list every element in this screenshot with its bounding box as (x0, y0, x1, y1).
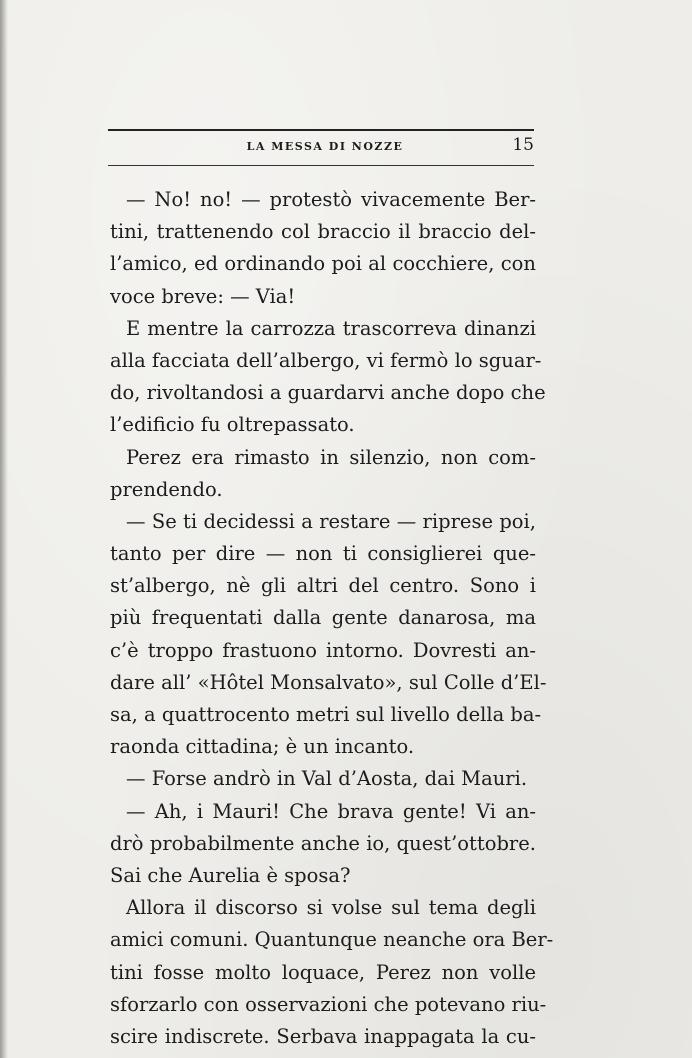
page-number: 15 (512, 135, 534, 155)
page-binding-edge (0, 0, 8, 1058)
text-line: — Forse andrò in Val d’Aosta, dai Mauri. (126, 767, 528, 791)
text-line: amici comuni. Quantunque neanche ora Ber- (110, 928, 554, 952)
text-line: drò probabilmente anche io, quest’ottobre. (110, 831, 536, 855)
text-line: sforzarlo con osservazioni che potevano riu- (110, 992, 547, 1016)
header-rule-bottom (108, 165, 534, 166)
text-line: sa, a quattrocento metri sul livello della ba- (110, 703, 542, 726)
text-line: Sai che Aurelia è sposa? (110, 863, 351, 887)
text-line: l’edificio fu oltrepassato. (110, 413, 355, 437)
text-line: do, rivoltandosi a guardarvi anche dopo che (110, 381, 546, 405)
text-line: E mentre la carrozza trascorreva dinanzi (126, 316, 536, 340)
header-rule-top (108, 129, 534, 131)
text-line: l’amico, ed ordinando poi al cocchiere, con (110, 252, 536, 276)
text-line: — Ah, i Mauri! Che brava gente! Vi an- (126, 799, 536, 823)
text-line: c’è troppo frastuono intorno. Dovresti an- (110, 638, 536, 662)
text-line: — No! no! — protestò vivacemente Ber- (126, 188, 536, 211)
text-line: dare all’ «Hôtel Monsalvato», sul Colle d’El- (110, 670, 547, 694)
text-line: alla facciata dell’albergo, vi fermò lo sguar- (110, 348, 542, 372)
text-line: tini, trattenendo col braccio il braccio del- (110, 220, 536, 244)
running-head (108, 137, 534, 159)
text-line: — Se ti decidessi a restare — riprese poi, (126, 509, 536, 533)
text-line: tini fosse molto loquace, Perez non volle (110, 960, 536, 984)
body-text (110, 184, 554, 1053)
running-title: LA MESSA DI NOZZE (246, 140, 404, 153)
text-line: più frequentati dalla gente danarosa, ma (110, 606, 536, 630)
text-line: raonda cittadina; è un incanto. (110, 735, 415, 759)
text-line: prendendo. (110, 477, 223, 501)
text-line: tanto per dire — non ti consiglierei que- (110, 542, 536, 566)
text-line: voce breve: — Via! (110, 284, 296, 308)
text-line: st’albergo, nè gli altri del centro. Sono i (110, 574, 536, 598)
text-line: scire indiscrete. Serbava inappagata la cu- (110, 1024, 536, 1048)
text-line: Perez era rimasto in silenzio, non com- (126, 445, 536, 469)
text-line: Allora il discorso si volse sul tema degli (126, 896, 536, 920)
